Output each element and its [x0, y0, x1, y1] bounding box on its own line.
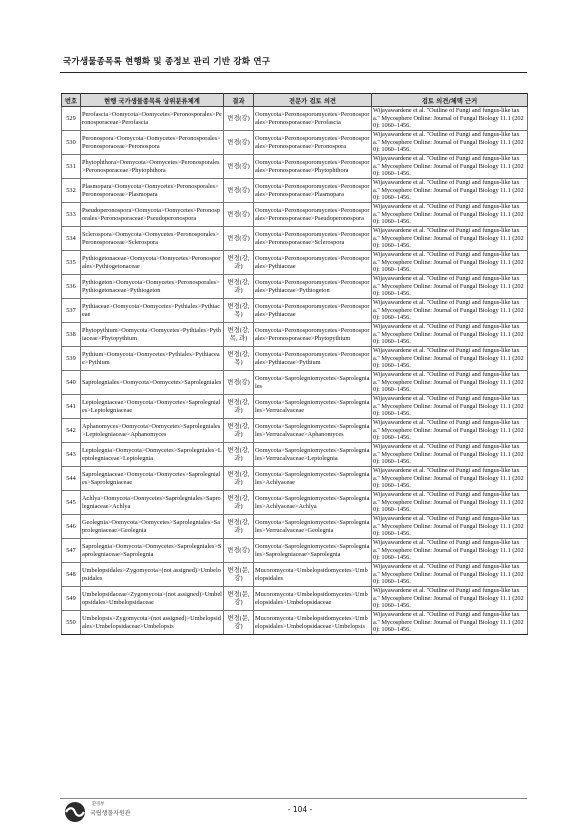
result-cell: 변경(문, 강)	[224, 611, 254, 635]
current-classification-cell: Phytophthora>Oomycota>Oomycetes>Peronosporales>Peronosporaceae>Phytophthora	[81, 155, 224, 179]
expert-opinion-cell: Oomycota>Peronosporomycetes>Peronosporales>Peronosporaceae>Plasmopara	[254, 179, 372, 203]
current-classification-cell: Pythium>Oomycota>Oomycetes>Pythiales>Pythiaceae>Pythium	[81, 347, 224, 371]
row-number: 549	[62, 587, 81, 611]
review-basis-cell: Wijayawardene et al. "Outline of Fungi and fungus-like taxa." Mycosphere Online: Journal of Fungal Biology 11.1 (2020): 1060–1456.	[372, 299, 528, 323]
table-row	[62, 179, 528, 203]
result-cell: 변경(강, 목)	[224, 347, 254, 371]
expert-opinion-cell: Oomycota>Peronosporomycetes>Peronosporales>Peronosporaceae>Peronospora	[254, 131, 372, 155]
review-basis-cell: Wijayawardene et al. "Outline of Fungi and fungus-like taxa." Mycosphere Online: Journal of Fungal Biology 11.1 (2020): 1060–1456.	[372, 467, 528, 491]
table-row	[62, 611, 528, 635]
row-number: 545	[62, 491, 81, 515]
row-number: 529	[62, 107, 81, 131]
table-row	[62, 443, 528, 467]
table-row	[62, 155, 528, 179]
row-number: 539	[62, 347, 81, 371]
current-classification-cell: Pythiaceae>Oomycota>Oomycetes>Pythiales>Pythiaceae	[81, 299, 224, 323]
expert-opinion-cell: Oomycota>Peronosporomycetes>Peronosporales>Peronosporaceae>Phytopythium	[254, 323, 372, 347]
expert-opinion-cell: Oomycota>Saprolegniomycetes>Saprolegniales>Verrucalvaceae>Aphanomyces	[254, 419, 372, 443]
result-cell: 변경(문, 강)	[224, 587, 254, 611]
current-classification-cell: Saprolegniales>Oomycota>Oomycetes>Saprolegniales	[81, 371, 224, 395]
row-number: 537	[62, 299, 81, 323]
review-basis-cell: Wijayawardene et al. "Outline of Fungi and fungus-like taxa." Mycosphere Online: Journal of Fungal Biology 11.1 (2020): 1060–1456.	[372, 539, 528, 563]
table-body	[62, 107, 528, 635]
row-number: 540	[62, 371, 81, 395]
table-row	[62, 227, 528, 251]
result-cell: 변경(강)	[224, 539, 254, 563]
current-classification-cell: Pythiogeton>Oomycota>Oomycetes>Peronosporales>Pythiogetonaceae>Pythiogeton	[81, 275, 224, 299]
table-row	[62, 299, 528, 323]
result-cell: 변경(강, 과)	[224, 491, 254, 515]
result-cell: 변경(강, 과)	[224, 443, 254, 467]
current-classification-cell: Plasmopara>Oomycota>Oomycetes>Peronosporales>Peronosporaceae>Plasmopara	[81, 179, 224, 203]
table-row	[62, 107, 528, 131]
result-cell: 변경(강, 과)	[224, 419, 254, 443]
current-classification-cell: Peronospora>Oomycota>Oomycetes>Peronosporales>Peronosporaceae>Peronospora	[81, 131, 224, 155]
table-row	[62, 539, 528, 563]
review-basis-cell: Wijayawardene et al. "Outline of Fungi and fungus-like taxa." Mycosphere Online: Journal of Fungal Biology 11.1 (2020): 1060–1456.	[372, 515, 528, 539]
col-header-number: 번호	[62, 94, 81, 107]
result-cell: 변경(강, 목, 과)	[224, 323, 254, 347]
current-classification-cell: Aphanomyces>Oomycota>Oomycetes>Saprolegniales>Leptolegniaceae>Aphanomyces	[81, 419, 224, 443]
table-row	[62, 395, 528, 419]
row-number: 532	[62, 179, 81, 203]
footer-divider	[60, 798, 527, 799]
review-basis-cell: Wijayawardene et al. "Outline of Fungi and fungus-like taxa." Mycosphere Online: Journal of Fungal Biology 11.1 (2020): 1060–1456.	[372, 251, 528, 275]
result-cell: 변경(강, 과)	[224, 275, 254, 299]
current-classification-cell: Umbelopsis>Zygomycota>(not assigned)>Umbelopsidales>Umbelopsidaceae>Umbelopsis	[81, 611, 224, 635]
current-classification-cell: Geolegnia>Oomycota>Oomycetes>Saprolegniales>Saprolegniaceae>Geolegnia	[81, 515, 224, 539]
table-row	[62, 347, 528, 371]
expert-opinion-cell: Oomycota>Peronosporomycetes>Peronosporales>Pythiaceae>Pythium	[254, 347, 372, 371]
expert-opinion-cell: Oomycota>Peronosporomycetes>Peronosporales>Peronosporaceae>Phytophthora	[254, 155, 372, 179]
table-row	[62, 323, 528, 347]
footer-org-name: 국립생물자원관	[90, 810, 131, 817]
review-basis-cell: Wijayawardene et al. "Outline of Fungi and fungus-like taxa." Mycosphere Online: Journal of Fungal Biology 11.1 (2020): 1060–1456.	[372, 107, 528, 131]
review-basis-cell: Wijayawardene et al. "Outline of Fungi and fungus-like taxa." Mycosphere Online: Journal of Fungal Biology 11.1 (2020): 1060–1456.	[372, 275, 528, 299]
expert-opinion-cell: Mucoromycota>Umbelopsidomycetes>Umbelopsidales>Umbelopsidaceae	[254, 587, 372, 611]
review-basis-cell: Wijayawardene et al. "Outline of Fungi and fungus-like taxa." Mycosphere Online: Journal of Fungal Biology 11.1 (2020): 1060–1456.	[372, 611, 528, 635]
row-number: 550	[62, 611, 81, 635]
current-classification-cell: Umbelopsidaceae>Zygomycota>(not assigned)>Umbelopsidales>Umbelopsidaceae	[81, 587, 224, 611]
table-row	[62, 419, 528, 443]
col-header-result: 결과	[224, 94, 254, 107]
page-header-title: 국가생물종목록 현행화 및 종정보 관리 기반 강화 연구	[63, 57, 271, 67]
table-row	[62, 203, 528, 227]
row-number: 546	[62, 515, 81, 539]
expert-opinion-cell: Mucoromycota>Umbelopsidomycetes>Umbelopsidales	[254, 563, 372, 587]
current-classification-cell: Leptolegnia>Oomycota>Oomycetes>Saprolegniales>Leptolegniaceae>Leptolegnia	[81, 443, 224, 467]
table-row	[62, 131, 528, 155]
footer-ministry-label: 환경부	[92, 802, 105, 807]
row-number: 530	[62, 131, 81, 155]
current-classification-cell: Achlya>Oomycota>Oomycetes>Saprolegniales>Saprolegniaceae>Achlya	[81, 491, 224, 515]
review-basis-cell: Wijayawardene et al. "Outline of Fungi and fungus-like taxa." Mycosphere Online: Journal of Fungal Biology 11.1 (2020): 1060–1456.	[372, 419, 528, 443]
table-row	[62, 491, 528, 515]
review-basis-cell: Wijayawardene et al. "Outline of Fungi and fungus-like taxa." Mycosphere Online: Journal of Fungal Biology 11.1 (2020): 1060–1456.	[372, 395, 528, 419]
result-cell: 변경(강)	[224, 371, 254, 395]
ministry-logo-icon	[64, 801, 86, 823]
review-basis-cell: Wijayawardene et al. "Outline of Fungi and fungus-like taxa." Mycosphere Online: Journal of Fungal Biology 11.1 (2020): 1060–1456.	[372, 347, 528, 371]
expert-opinion-cell: Oomycota>Peronosporomycetes>Peronosporales>Peronosporaceae>Perofascia	[254, 107, 372, 131]
expert-opinion-cell: Oomycota>Peronosporomycetes>Peronosporales>Pythiaceae	[254, 251, 372, 275]
result-cell: 변경(문, 강)	[224, 563, 254, 587]
expert-opinion-cell: Oomycota>Saprolegniomycetes>Saprolegniales>Achlyaceae>Achlya	[254, 491, 372, 515]
table-row	[62, 275, 528, 299]
expert-opinion-cell: Oomycota>Saprolegniomycetes>Saprolegniales>Verrucalvaceae>Geolegnia	[254, 515, 372, 539]
expert-opinion-cell: Oomycota>Peronosporomycetes>Peronosporales>Peronosporaceae>Sclerospora	[254, 227, 372, 251]
row-number: 536	[62, 275, 81, 299]
current-classification-cell: Sclerospora>Oomycota>Oomycetes>Peronosporales>Peronosporaceae>Sclerospora	[81, 227, 224, 251]
result-cell: 변경(강)	[224, 155, 254, 179]
result-cell: 변경(강)	[224, 131, 254, 155]
table-header-row	[62, 94, 528, 107]
review-basis-cell: Wijayawardene et al. "Outline of Fungi and fungus-like taxa." Mycosphere Online: Journal of Fungal Biology 11.1 (2020): 1060–1456.	[372, 443, 528, 467]
result-cell: 변경(강)	[224, 107, 254, 131]
expert-opinion-cell: Oomycota>Peronosporomycetes>Peronosporales>Pythiaceae	[254, 299, 372, 323]
expert-opinion-cell: Oomycota>Saprolegniomycetes>Saprolegniales>Achlyaceae	[254, 467, 372, 491]
row-number: 531	[62, 155, 81, 179]
current-classification-cell: Saprolegniaceae>Oomycota>Oomycetes>Saprolegniales>Saprolegniaceae	[81, 467, 224, 491]
result-cell: 변경(강)	[224, 227, 254, 251]
expert-opinion-cell: Oomycota>Saprolegniomycetes>Saprolegniales	[254, 371, 372, 395]
table-row	[62, 515, 528, 539]
table-row	[62, 371, 528, 395]
current-classification-cell: Pythiogetonaceae>Oomycota>Oomycetes>Peronosporales>Pythiogetonaceae	[81, 251, 224, 275]
current-classification-cell: Phytopythium>Oomycota>Oomycetes>Pythiales>Pythiaceae>Phytopythium	[81, 323, 224, 347]
result-cell: 변경(강, 과)	[224, 467, 254, 491]
review-basis-cell: Wijayawardene et al. "Outline of Fungi and fungus-like taxa." Mycosphere Online: Journal of Fungal Biology 11.1 (2020): 1060–1456.	[372, 563, 528, 587]
current-classification-cell: Umbelopsidales>Zygomycota>(not assigned)>Umbelopsidales	[81, 563, 224, 587]
taxonomy-review-table	[61, 93, 528, 635]
col-header-current-classification: 현행 국가생물종목록 상위분류체계	[81, 94, 224, 107]
table-row	[62, 587, 528, 611]
review-basis-cell: Wijayawardene et al. "Outline of Fungi and fungus-like taxa." Mycosphere Online: Journal of Fungal Biology 11.1 (2020): 1060–1456.	[372, 155, 528, 179]
result-cell: 변경(강, 과)	[224, 395, 254, 419]
review-basis-cell: Wijayawardene et al. "Outline of Fungi and fungus-like taxa." Mycosphere Online: Journal of Fungal Biology 11.1 (2020): 1060–1456.	[372, 587, 528, 611]
result-cell: 변경(강, 목)	[224, 299, 254, 323]
result-cell: 변경(강)	[224, 179, 254, 203]
review-basis-cell: Wijayawardene et al. "Outline of Fungi and fungus-like taxa." Mycosphere Online: Journal of Fungal Biology 11.1 (2020): 1060–1456.	[372, 323, 528, 347]
expert-opinion-cell: Oomycota>Saprolegniomycetes>Saprolegniales>Saprolegniaceae>Saprolegnia	[254, 539, 372, 563]
col-header-review-basis: 검토 의견/체택 근거	[372, 94, 528, 107]
col-header-expert-opinion: 전문가 검토 의견	[254, 94, 372, 107]
row-number: 533	[62, 203, 81, 227]
row-number: 541	[62, 395, 81, 419]
expert-opinion-cell: Oomycota>Peronosporomycetes>Peronosporales>Peronosporaceae>Pseudoperonospora	[254, 203, 372, 227]
review-basis-cell: Wijayawardene et al. "Outline of Fungi and fungus-like taxa." Mycosphere Online: Journal of Fungal Biology 11.1 (2020): 1060–1456.	[372, 371, 528, 395]
row-number: 542	[62, 419, 81, 443]
review-basis-cell: Wijayawardene et al. "Outline of Fungi and fungus-like taxa." Mycosphere Online: Journal of Fungal Biology 11.1 (2020): 1060–1456.	[372, 179, 528, 203]
row-number: 535	[62, 251, 81, 275]
expert-opinion-cell: Oomycota>Saprolegniomycetes>Saprolegniales>Verrucalvaceae>Leptolegnia	[254, 443, 372, 467]
review-basis-cell: Wijayawardene et al. "Outline of Fungi and fungus-like taxa." Mycosphere Online: Journal of Fungal Biology 11.1 (2020): 1060–1456.	[372, 227, 528, 251]
header-divider	[60, 72, 527, 73]
row-number: 547	[62, 539, 81, 563]
current-classification-cell: Perofascia>Oomycota>Oomycetes>Peronosporales>Peronosporaceae>Perofascia	[81, 107, 224, 131]
table-row	[62, 467, 528, 491]
row-number: 543	[62, 443, 81, 467]
row-number: 548	[62, 563, 81, 587]
current-classification-cell: Saprolegnia>Oomycota>Oomycetes>Saprolegniales>Saprolegniaceae>Saprolegnia	[81, 539, 224, 563]
table-row	[62, 251, 528, 275]
expert-opinion-cell: Oomycota>Saprolegniomycetes>Saprolegniales>Verrucalvaceae	[254, 395, 372, 419]
table-row	[62, 563, 528, 587]
result-cell: 변경(강, 과)	[224, 251, 254, 275]
review-basis-cell: Wijayawardene et al. "Outline of Fungi and fungus-like taxa." Mycosphere Online: Journal of Fungal Biology 11.1 (2020): 1060–1456.	[372, 491, 528, 515]
review-basis-cell: Wijayawardene et al. "Outline of Fungi and fungus-like taxa." Mycosphere Online: Journal of Fungal Biology 11.1 (2020): 1060–1456.	[372, 131, 528, 155]
review-basis-cell: Wijayawardene et al. "Outline of Fungi and fungus-like taxa." Mycosphere Online: Journal of Fungal Biology 11.1 (2020): 1060–1456.	[372, 203, 528, 227]
page-number: - 104 -	[287, 805, 313, 814]
row-number: 544	[62, 467, 81, 491]
expert-opinion-cell: Oomycota>Peronosporomycetes>Peronosporales>Pythiaceae>Pythiogeton	[254, 275, 372, 299]
current-classification-cell: Leptolegniaceae>Oomycota>Oomycetes>Saprolegniales>Leptolegniaceae	[81, 395, 224, 419]
result-cell: 변경(강)	[224, 203, 254, 227]
row-number: 534	[62, 227, 81, 251]
row-number: 538	[62, 323, 81, 347]
result-cell: 변경(강, 과)	[224, 515, 254, 539]
current-classification-cell: Pseudoperonospora>Oomycota>Oomycetes>Peronosporales>Peronosporaceae>Pseudoperonospora	[81, 203, 224, 227]
expert-opinion-cell: Mucoromycota>Umbelopsidomycetes>Umbelopsidales>Umbelopsidaceae>Umbelopsis	[254, 611, 372, 635]
